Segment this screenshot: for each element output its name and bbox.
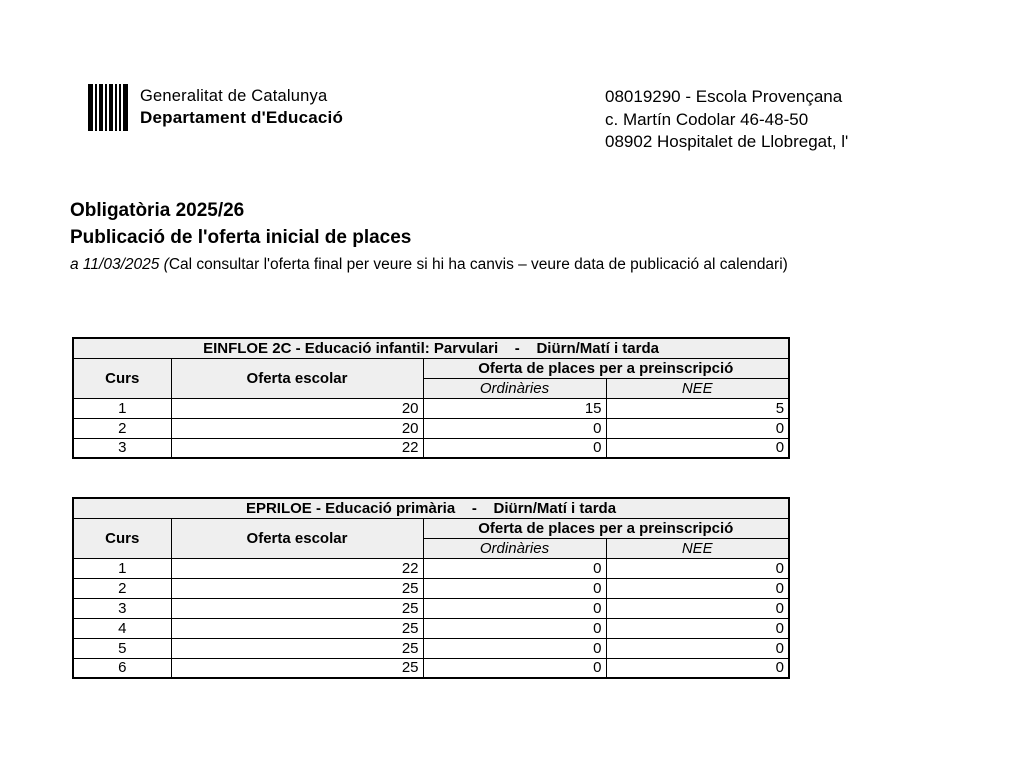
table-cell: 0 xyxy=(423,598,606,618)
table-header-row xyxy=(73,358,789,378)
table-row xyxy=(73,658,789,678)
table-cell: 22 xyxy=(171,558,423,578)
col-header-curs: Curs xyxy=(73,518,171,558)
table-cell: 0 xyxy=(423,618,606,638)
table-cell: 25 xyxy=(171,658,423,678)
table-cell: 15 xyxy=(423,398,606,418)
col-header-ordinaries: Ordinàries xyxy=(423,378,606,398)
generalitat-logo-icon xyxy=(88,84,128,131)
title-obligatoria: Obligatòria 2025/26 xyxy=(70,200,245,221)
table-cell: 25 xyxy=(171,638,423,658)
table-cell: 2 xyxy=(73,418,171,438)
table-cell: 5 xyxy=(606,398,789,418)
table-title-row xyxy=(73,498,789,518)
note-text: Cal consultar l'oferta final per veure si hi ha canvis – veure data de publicació al calendari) xyxy=(168,256,788,273)
col-header-ordinaries: Ordinàries xyxy=(423,538,606,558)
table-title: EINFLOE 2C - Educació infantil: Parvulari - Diürn/Matí i tarda xyxy=(73,338,789,358)
school-city: 08902 Hospitalet de Llobregat, l' xyxy=(605,132,849,151)
table-cell: 22 xyxy=(171,438,423,458)
table-row xyxy=(73,618,789,638)
table-cell: 25 xyxy=(171,618,423,638)
table-cell: 2 xyxy=(73,578,171,598)
table-header-row xyxy=(73,518,789,538)
table-cell: 0 xyxy=(423,658,606,678)
publication-note xyxy=(70,255,788,275)
col-header-curs: Curs xyxy=(73,358,171,398)
table-cell: 1 xyxy=(73,558,171,578)
table-row xyxy=(73,598,789,618)
col-header-preinscripcio: Oferta de places per a preinscripció xyxy=(423,518,789,538)
table-cell: 0 xyxy=(423,578,606,598)
table-row xyxy=(73,578,789,598)
table-row xyxy=(73,558,789,578)
generalitat-logo-text xyxy=(140,86,343,129)
table-cell: 20 xyxy=(171,398,423,418)
table-body xyxy=(73,398,789,458)
table-cell: 0 xyxy=(606,418,789,438)
table-cell: 6 xyxy=(73,658,171,678)
table-row xyxy=(73,438,789,458)
table-cell: 1 xyxy=(73,398,171,418)
title-block xyxy=(70,197,788,275)
table-cell: 0 xyxy=(423,558,606,578)
col-header-oferta-escolar: Oferta escolar xyxy=(171,358,423,398)
table-row xyxy=(73,418,789,438)
table-cell: 0 xyxy=(423,418,606,438)
table-educacio-infantil xyxy=(72,337,790,459)
note-date: a 11/03/2025 ( xyxy=(70,256,169,273)
title-publicacio: Publicació de l'oferta inicial de places xyxy=(70,227,412,248)
logo-line-generalitat: Generalitat de Catalunya xyxy=(140,87,328,105)
table-cell: 4 xyxy=(73,618,171,638)
table-cell: 0 xyxy=(606,638,789,658)
table-cell: 0 xyxy=(606,558,789,578)
col-header-nee: NEE xyxy=(606,538,789,558)
table-cell: 5 xyxy=(73,638,171,658)
table-cell: 0 xyxy=(606,618,789,638)
table-cell: 0 xyxy=(606,578,789,598)
table-cell: 25 xyxy=(171,578,423,598)
table-cell: 0 xyxy=(606,658,789,678)
table-cell: 25 xyxy=(171,598,423,618)
table-cell: 3 xyxy=(73,598,171,618)
col-header-nee: NEE xyxy=(606,378,789,398)
table-cell: 0 xyxy=(606,438,789,458)
table-cell: 0 xyxy=(423,638,606,658)
table-educacio-primaria xyxy=(72,497,790,679)
table-cell: 20 xyxy=(171,418,423,438)
school-info xyxy=(605,86,848,154)
generalitat-header xyxy=(88,84,343,131)
school-code-name: 08019290 - Escola Provençana xyxy=(605,87,843,106)
table-row xyxy=(73,398,789,418)
table-cell: 0 xyxy=(606,598,789,618)
col-header-preinscripcio: Oferta de places per a preinscripció xyxy=(423,358,789,378)
school-address: c. Martín Codolar 46-48-50 xyxy=(605,109,809,129)
table-cell: 0 xyxy=(423,438,606,458)
table-cell: 3 xyxy=(73,438,171,458)
logo-line-departament: Departament d'Educació xyxy=(140,108,344,127)
table-body xyxy=(73,558,789,678)
table-title-row xyxy=(73,338,789,358)
col-header-oferta-escolar: Oferta escolar xyxy=(171,518,423,558)
table-title: EPRILOE - Educació primària - Diürn/Matí i tarda xyxy=(73,498,789,518)
table-row xyxy=(73,638,789,658)
